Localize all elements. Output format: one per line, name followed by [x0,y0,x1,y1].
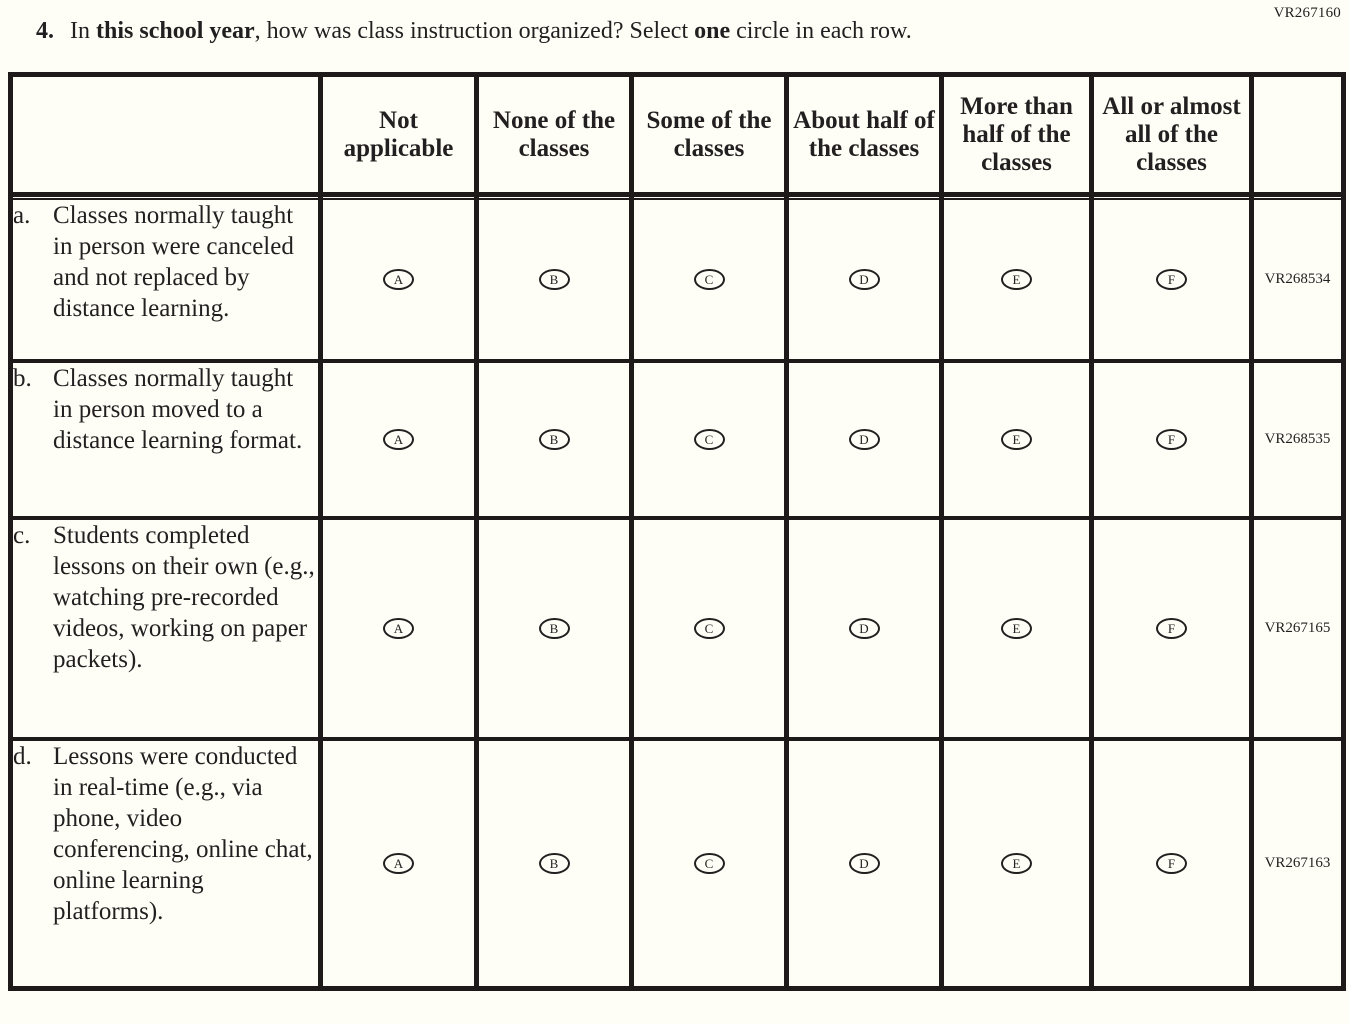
table-row-c [11,518,1344,739]
answer-bubble-c[interactable]: C [694,429,725,450]
answer-bubble-a[interactable]: A [383,429,414,450]
answer-bubble-e[interactable]: E [1001,269,1032,290]
row-stem [11,199,321,361]
answer-bubble-f[interactable]: F [1156,618,1187,639]
question-text-bold: one [694,18,731,44]
answer-bubble-d[interactable]: D [849,429,880,450]
answer-bubble-f[interactable]: F [1156,269,1187,290]
answer-bubble-e[interactable]: E [1001,618,1032,639]
answer-bubble-d[interactable]: D [849,269,880,290]
table-row-d [11,739,1344,989]
row-stem [11,361,321,518]
question-text-segment: circle in each row. [730,18,912,44]
question-number: 4. [36,18,54,44]
answer-bubble-a[interactable]: A [383,269,414,290]
table-row-a [11,199,1344,361]
row-code: VR268535 [1252,361,1344,518]
row-letter: c. [13,521,31,549]
column-header-about-half: About half of the classes [787,75,942,195]
question-text-segment: In [70,18,96,44]
column-header-more-than-half: More than half of the classes [942,75,1092,195]
header-row [11,75,1344,195]
row-code: VR268534 [1252,199,1344,361]
row-code: VR267165 [1252,518,1344,739]
row-stem [11,739,321,989]
column-header-all-or-almost-all: All or almost all of the classes [1092,75,1252,195]
header-code-cell [1252,75,1344,195]
answer-bubble-c[interactable]: C [694,618,725,639]
row-letter: b. [13,364,32,392]
answer-bubble-d[interactable]: D [849,853,880,874]
answer-bubble-b[interactable]: B [539,618,570,639]
survey-table [8,72,1346,991]
column-header-none-of-classes: None of the classes [477,75,632,195]
answer-bubble-b[interactable]: B [539,269,570,290]
answer-bubble-e[interactable]: E [1001,853,1032,874]
question [0,0,1349,46]
row-text: Lessons were conducted in real-time (e.g., via phone, video conferencing, online chat, online learning platforms). [53,742,313,925]
form-code: VR267160 [1273,5,1341,21]
table-row-b [11,361,1344,518]
answer-bubble-e[interactable]: E [1001,429,1032,450]
answer-bubble-c[interactable]: C [694,269,725,290]
row-stem [11,518,321,739]
row-text: Classes normally taught in person were canceled and not replaced by distance learning. [53,201,294,322]
row-letter: d. [13,742,32,770]
row-letter: a. [13,201,31,229]
header-empty-cell [11,75,321,195]
column-header-some-of-classes: Some of the classes [632,75,787,195]
answer-bubble-d[interactable]: D [849,618,880,639]
answer-bubble-f[interactable]: F [1156,853,1187,874]
column-header-not-applicable: Not applicable [321,75,477,195]
row-text: Classes normally taught in person moved to a distance learning format. [53,364,303,454]
answer-bubble-c[interactable]: C [694,853,725,874]
row-code: VR267163 [1264,854,1331,871]
answer-bubble-a[interactable]: A [383,618,414,639]
row-text: Students completed lessons on their own (e.g., watching pre-recorded videos, working on paper packets). [53,521,315,673]
answer-bubble-f[interactable]: F [1156,429,1187,450]
answer-bubble-b[interactable]: B [539,429,570,450]
answer-bubble-a[interactable]: A [383,853,414,874]
question-text-segment: , how was class instruction organized? Select [254,18,695,44]
answer-bubble-b[interactable]: B [539,853,570,874]
question-text-bold: this school year [96,18,255,44]
